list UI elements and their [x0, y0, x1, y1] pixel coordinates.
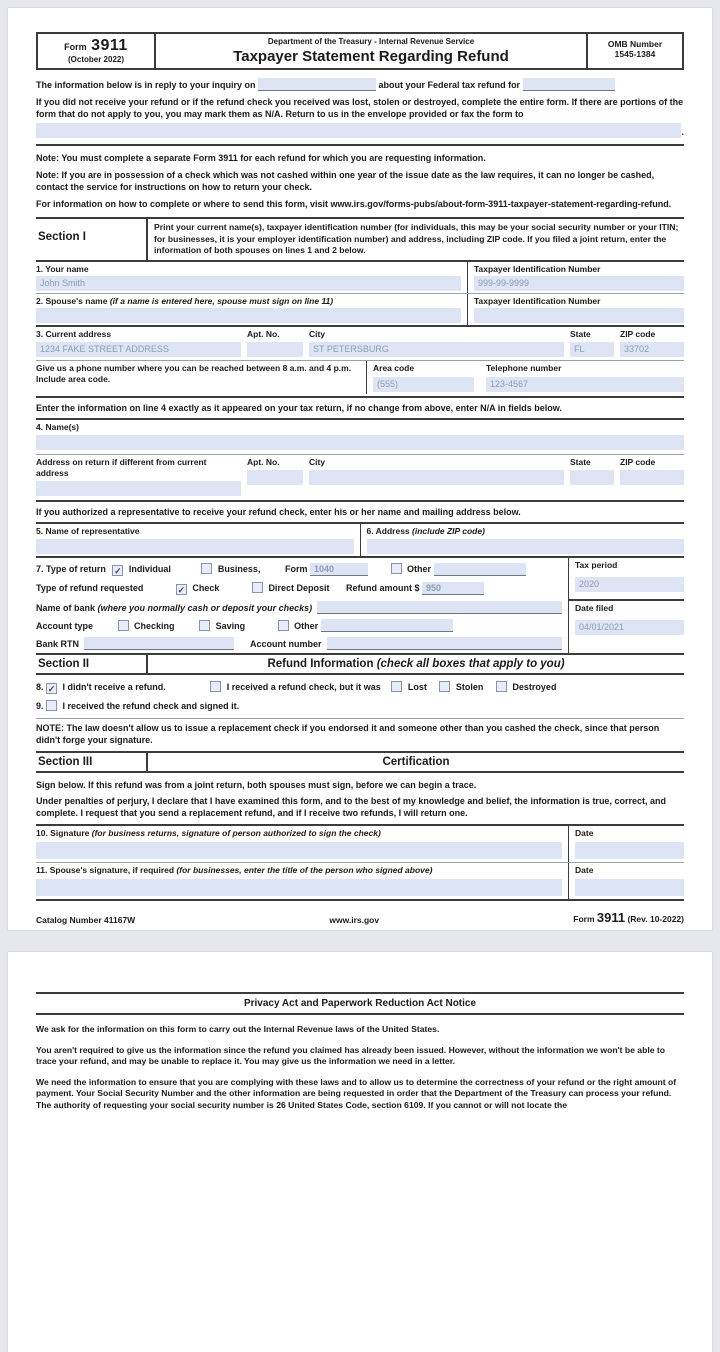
your-name-field[interactable]: John Smith: [36, 276, 461, 291]
return-zip-field[interactable]: [620, 470, 684, 485]
check-checkbox[interactable]: [176, 584, 187, 595]
line-8-row: [36, 681, 684, 694]
phone-row: [36, 360, 684, 394]
refund-amount-label: Refund amount: [345, 582, 412, 593]
signed-check-label: I received the refund check and signed it.: [62, 700, 240, 711]
names-label: 4. Name(s): [36, 421, 79, 432]
tax-period-field[interactable]: 2020: [575, 577, 684, 592]
telephone-field[interactable]: 123-4567: [486, 377, 684, 392]
return-state-field[interactable]: [570, 470, 614, 485]
page-1-footer: [36, 910, 684, 925]
spouse-signature-label: [36, 865, 562, 876]
agency-name: Department of the Treasury - Internal Revenue Service: [267, 37, 475, 46]
bank-name-field[interactable]: [317, 601, 562, 614]
divider: [36, 396, 684, 398]
signature-label-text: 10. Signature: [36, 827, 90, 838]
received-check-checkbox[interactable]: [210, 681, 221, 692]
apt-no-label: Apt. No.: [247, 328, 280, 339]
spouse-signature-field[interactable]: [36, 879, 562, 896]
footer-form-number: 3911: [596, 909, 626, 925]
signature-label: [36, 828, 562, 839]
other-return-label: Other: [407, 563, 432, 574]
tin-1-label: Taxpayer Identification Number: [474, 263, 601, 274]
phone-instruction: Give us a phone number where you can be reached between 8 a.m. and 4 p.m. Include area code.: [36, 362, 352, 384]
saving-label: Saving: [215, 620, 246, 631]
line-9-row: [36, 700, 684, 712]
form-number-block: [38, 34, 156, 68]
omb-number: 1545-1384: [614, 49, 656, 59]
state-field[interactable]: FL: [570, 342, 614, 357]
zip-label: ZIP code: [620, 328, 656, 339]
line-8-number: 8.: [36, 681, 44, 692]
spouse-name-field[interactable]: [36, 308, 461, 323]
return-apt-label: Apt. No.: [247, 456, 280, 467]
business-checkbox[interactable]: [201, 563, 212, 574]
section-3-header: [36, 751, 684, 773]
account-number-field[interactable]: [327, 637, 562, 650]
apt-no-field[interactable]: [247, 342, 303, 357]
zip-field[interactable]: 33702: [620, 342, 684, 357]
fax-suffix: .: [681, 127, 684, 137]
return-city-label: City: [309, 456, 326, 467]
form-title: Taxpayer Statement Regarding Refund: [233, 48, 509, 65]
spouse-name-label: [36, 296, 461, 307]
other-account-label: Other: [294, 620, 319, 631]
check-icon: ✓: [47, 683, 56, 694]
city-label: City: [309, 328, 326, 339]
spouse-name-label-note: (if a name is entered here, spouse must sign on line 11): [109, 295, 334, 306]
saving-checkbox[interactable]: [199, 620, 210, 631]
form-page-1: [8, 8, 712, 930]
return-address-field[interactable]: [36, 481, 241, 496]
spouse-signature-label-note: (for businesses, enter the title of the person who signed above): [176, 864, 433, 875]
omb-block: [586, 34, 682, 68]
section-2-title: [148, 655, 684, 673]
direct-deposit-checkbox[interactable]: [252, 582, 263, 593]
telephone-label: Telephone number: [486, 362, 562, 373]
tin-2-label: Taxpayer Identification Number: [474, 295, 601, 306]
return-address-label: Address on return if different from current address: [36, 456, 207, 478]
representative-name-field[interactable]: [36, 539, 354, 554]
line-1-row: [36, 262, 684, 293]
refund-type-row: [36, 582, 562, 595]
representative-name-label: 5. Name of representative: [36, 525, 140, 536]
date-filed-field[interactable]: 04/01/2021: [575, 620, 684, 635]
privacy-para-3: We need the information to ensure that you are complying with these laws and to allow us to determine the correctness of your refund or the right amount of payment. Your Social Security Number and the other information are being requested in order that the Department of the Treasury can process your refund. The authority of requesting your social security number is 26 United States Code, section 6109. If you cannot or will not locate the: [36, 1076, 677, 1110]
form-title-block: [156, 34, 586, 68]
divider: [36, 144, 684, 146]
omb-label: OMB Number: [607, 39, 663, 49]
bank-rtn-field[interactable]: [84, 637, 234, 650]
destroyed-label: Destroyed: [512, 681, 557, 692]
representative-intro: If you authorized a representative to receive your refund check, enter his or her name and mailing address below.: [36, 506, 521, 517]
line-4-row: [36, 418, 684, 450]
privacy-para-2: You aren't required to give us the information since the refund you claimed has already been issued. However, without the information we won't be able to trace your refund, and may be unable to replace it. You may give us the information we need in a letter.: [36, 1044, 665, 1066]
note-2: Note: If you are in possession of a check which was not cashed within one year of the issue date as the law requires, it can no longer be cashed, contact the service for instructions on how to return your check.: [36, 170, 655, 192]
type-of-return-label: 7. Type of return: [36, 563, 106, 574]
check-icon: ✓: [114, 565, 122, 576]
irs-website: www.irs.gov: [329, 914, 380, 925]
footer-form-rev: (Rev. 10-2022): [627, 913, 684, 924]
section-2-note: NOTE: The law doesn't allow us to issue a replacement check if you endorsed it and someone other than you cashed the check, since that person didn't forge your signature.: [36, 722, 660, 745]
section-3-title: Certification: [382, 755, 450, 768]
form-header: [36, 32, 684, 70]
no-refund-checkbox[interactable]: [46, 683, 57, 694]
refund-amount-field[interactable]: 950: [422, 582, 484, 595]
signature-label-note: (for business returns, signature of person authorized to sign the check): [91, 827, 381, 838]
refund-year-field[interactable]: [523, 78, 615, 91]
representative-address-label: [367, 526, 685, 537]
your-name-label: 1. Your name: [36, 263, 89, 274]
bank-name-label-text: Name of bank: [36, 602, 96, 613]
refund-type-label: Type of refund requested: [36, 582, 144, 593]
date-filed-label: Date filed: [575, 602, 614, 613]
footer-form-ref: [573, 910, 684, 925]
no-refund-label: I didn't receive a refund.: [62, 681, 166, 692]
area-code-label: Area code: [373, 362, 415, 373]
line-10-row: [36, 824, 684, 862]
form-word: Form: [64, 42, 87, 52]
check-icon: ✓: [177, 584, 186, 595]
date-10-label: Date: [575, 827, 594, 838]
divider: [36, 500, 684, 502]
bank-name-label: [36, 602, 312, 614]
area-code-field[interactable]: (555): [373, 377, 474, 392]
line-3-row: [36, 325, 684, 357]
line-4-intro: Enter the information on line 4 exactly as it appeared on your tax return, if no change from above, enter N/A in fields below.: [36, 402, 562, 413]
names-field[interactable]: [36, 435, 684, 450]
section-1-label: Section I: [36, 219, 148, 260]
current-address-label: 3. Current address: [36, 328, 112, 339]
return-address-row: [36, 454, 684, 496]
fax-number-field[interactable]: [36, 123, 681, 138]
return-zip-label: ZIP code: [620, 456, 656, 467]
return-apt-field[interactable]: [247, 470, 303, 485]
section-2-title-note: (check all boxes that apply to you): [376, 657, 565, 670]
tin-1-field[interactable]: 999-99-9999: [474, 276, 684, 291]
intro-instructions: If you did not receive your refund or if the refund check you received was lost, stolen or destroyed, complete the entire form. If there are portions of the form that do not apply to you, you may mark them as N/A. Return to us in the envelope provided or fax the form to: [36, 97, 684, 119]
state-label: State: [570, 328, 591, 339]
individual-checkbox[interactable]: [112, 565, 123, 576]
note-1: Note: You must complete a separate Form 3911 for each refund for which you are requesting information.: [36, 153, 486, 163]
bank-rtn-row: [36, 637, 562, 650]
section-2-label: Section II: [36, 655, 148, 673]
stolen-checkbox[interactable]: [439, 681, 450, 692]
line-9-number: 9.: [36, 700, 44, 711]
other-return-field[interactable]: [434, 563, 526, 576]
fax-line: [36, 123, 684, 138]
account-type-row: [36, 619, 562, 632]
bank-name-label-note: (where you normally cash or deposit your checks): [97, 602, 313, 613]
lost-label: Lost: [407, 681, 427, 692]
reply-line: [36, 78, 684, 91]
form-revision-date: (October 2022): [67, 55, 125, 64]
account-type-label: Account type: [36, 620, 94, 631]
dollar-sign: $: [414, 582, 420, 593]
signature-field[interactable]: [36, 842, 562, 859]
direct-deposit-label: Direct Deposit: [268, 582, 330, 593]
lost-checkbox[interactable]: [391, 681, 402, 692]
check-label: Check: [192, 582, 220, 593]
section-1-header: [36, 217, 684, 262]
form-number: 3911: [91, 37, 128, 54]
checking-label: Checking: [134, 620, 175, 631]
inquiry-date-field[interactable]: [258, 78, 376, 91]
spouse-signature-label-text: 11. Spouse's signature, if required: [36, 864, 175, 875]
line-11-row: [36, 862, 684, 899]
bank-rtn-label: Bank RTN: [36, 638, 80, 649]
return-state-label: State: [570, 456, 591, 467]
tin-2-field[interactable]: [474, 308, 684, 323]
catalog-number: Catalog Number 41167W: [36, 914, 136, 925]
bank-name-row: [36, 601, 562, 614]
reply-middle: about your Federal tax refund for: [378, 80, 521, 90]
section-3-label: Section III: [36, 753, 148, 771]
other-return-checkbox[interactable]: [391, 563, 402, 574]
line-5-6-row: [36, 522, 684, 556]
stolen-label: Stolen: [455, 681, 484, 692]
other-account-checkbox[interactable]: [278, 620, 289, 631]
info-line: For information on how to complete or where to send this form, visit www.irs.gov/forms-pubs/about-form-3911-taxpayer-statement-regarding-refund.: [36, 199, 672, 209]
perjury-statement: Under penalties of perjury, I declare that I have examined this form, and to the best of my knowledge and belief, the information is true, correct, and complete. I request that you send a replacement refund, and if I receive two refunds, I will return one.: [36, 795, 666, 818]
date-11-label: Date: [575, 864, 594, 875]
spouse-name-label-text: 2. Spouse's name: [36, 295, 108, 306]
form-field-label: Form: [284, 563, 308, 574]
checking-checkbox[interactable]: [118, 620, 129, 631]
footer-form-word: Form: [573, 913, 595, 924]
current-address-field[interactable]: 1234 FAKE STREET ADDRESS: [36, 342, 241, 357]
business-label: Business,: [217, 563, 261, 574]
section-2-header: [36, 653, 684, 675]
city-field[interactable]: ST PETERSBURG: [309, 342, 564, 357]
account-number-label: Account number: [250, 638, 322, 649]
privacy-act-title: Privacy Act and Paperwork Reduction Act Notice: [243, 998, 477, 1009]
signed-check-checkbox[interactable]: [46, 700, 57, 711]
representative-address-label-text: 6. Address: [366, 525, 410, 536]
form-type-field[interactable]: 1040: [310, 563, 368, 576]
date-11-field[interactable]: [575, 879, 684, 896]
date-10-field[interactable]: [575, 842, 684, 859]
form-page-2: [8, 952, 712, 1352]
section-1-instructions: Print your current name(s), taxpayer identification number (for individuals, this may be your social security number or your ITIN; for businesses, it is your employer identification number) and address, including ZIP code. If you filed a joint return, enter the information of both spouses on lines 1 and 2 below.: [154, 222, 679, 255]
other-account-field[interactable]: [321, 619, 453, 632]
reply-prefix: The information below is in reply to your inquiry on: [36, 80, 256, 90]
representative-address-field[interactable]: [367, 539, 685, 554]
individual-label: Individual: [128, 563, 171, 574]
received-check-label: I received a refund check, but it was: [226, 681, 381, 692]
destroyed-checkbox[interactable]: [496, 681, 507, 692]
representative-address-label-note: (include ZIP code): [412, 525, 485, 536]
privacy-para-1: We ask for the information on this form to carry out the Internal Revenue laws of the United States.: [36, 1024, 440, 1034]
return-city-field[interactable]: [309, 470, 564, 485]
line-2-row: [36, 293, 684, 325]
section-2-title-text: Refund Information: [267, 657, 374, 670]
tax-period-label: Tax period: [575, 559, 618, 570]
sign-below-line: Sign below. If this refund was from a joint return, both spouses must sign, before we can begin a trace.: [36, 779, 477, 790]
line-7-block: [36, 556, 684, 653]
type-of-return-row: [36, 563, 562, 576]
